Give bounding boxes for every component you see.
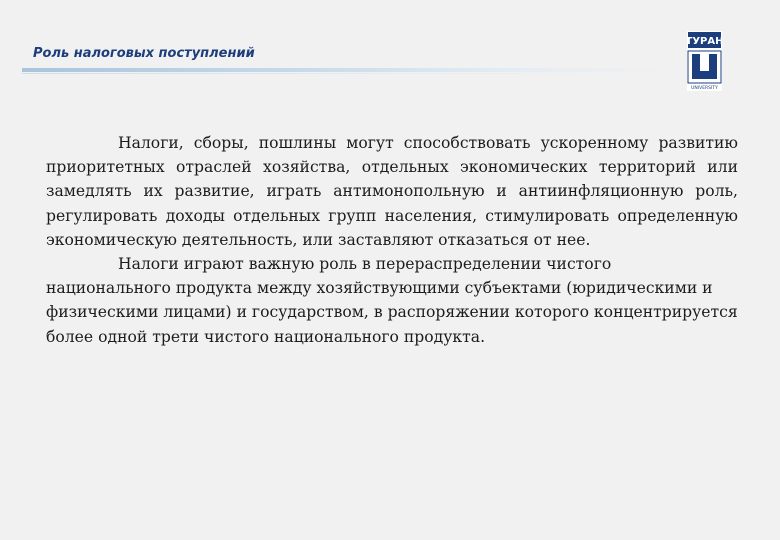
paragraph-2: Налоги играют важную роль в перераспределении чистого национального продукта между хозяйствующими субъектами (юридическими и физическими лицами) и государством, в распоряжении которого концентрируется более одной трети чистого национального продукта. [46,255,738,346]
header-divider [22,68,672,72]
slide-title: Роль налоговых поступлений [33,46,255,61]
header-divider-thin [22,73,672,74]
logo-wordmark: ТУРАН [687,36,722,47]
slide-body [46,131,738,349]
turan-logo-icon [687,31,722,91]
paragraph-1: Налоги, сборы, пошлины могут способствовать ускоренному развитию приоритетных отраслей хозяйства, отдельных экономических территорий или замедлять их развитие, играть антимонопольную и антиинфляционную роль, регулировать доходы отдельных групп населения, стимулировать определенную экономическую деятельность, или заставляют отказаться от нее. [46,134,738,249]
logo-subtitle: UNIVERSITY [691,86,718,91]
